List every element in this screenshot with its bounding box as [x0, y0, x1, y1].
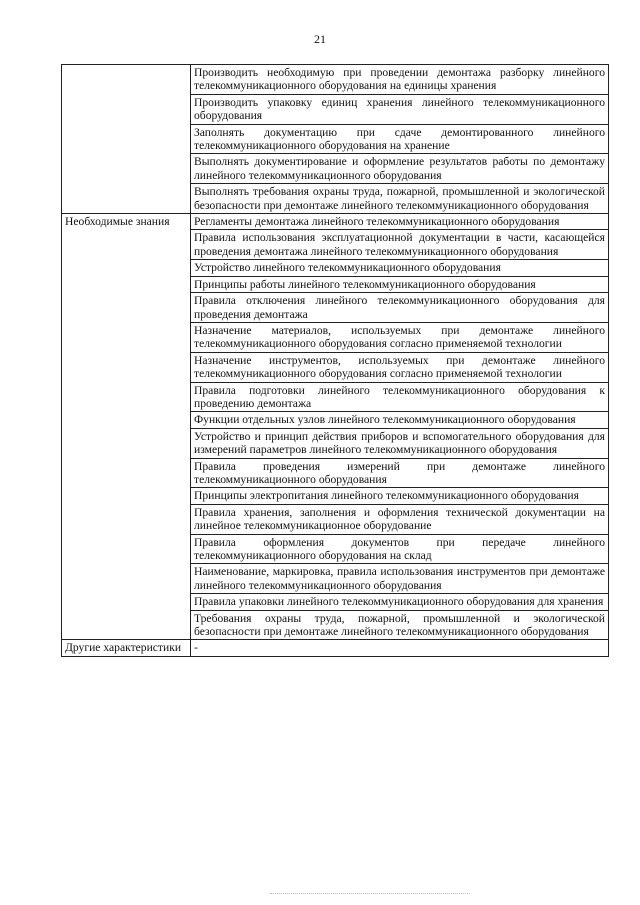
requirement-cell: Наименование, маркировка, правила использования инструментов при демонтаже линейного телекоммуникационного оборудования	[191, 564, 609, 594]
competency-table-body	[62, 65, 609, 657]
requirement-cell: Назначение материалов, используемых при демонтаже линейного телекоммуникационного оборудования согласно применяемой технологии	[191, 322, 609, 352]
requirement-cell: Регламенты демонтажа линейного телекоммуникационного оборудования	[191, 214, 609, 230]
requirement-cell: Выполнять документирование и оформление результатов работы по демонтажу линейного телекоммуникационного оборудования	[191, 154, 609, 184]
requirement-cell: Принципы электропитания линейного телекоммуникационного оборудования	[191, 488, 609, 504]
competency-table	[61, 64, 609, 657]
requirement-cell: Правила использования эксплуатационной документации в части, касающейся проведения демонтажа линейного телекоммуникационного оборудования	[191, 230, 609, 260]
requirement-cell: Правила отключения линейного телекоммуникационного оборудования для проведения демонтажа	[191, 293, 609, 323]
requirement-cell: Правила упаковки линейного телекоммуникационного оборудования для хранения	[191, 594, 609, 610]
page-number: 21	[314, 32, 326, 46]
requirement-cell: Заполнять документацию при сдаче демонтированного линейного телекоммуникационного оборудования на хранение	[191, 124, 609, 154]
requirement-cell: Назначение инструментов, используемых при демонтаже линейного телекоммуникационного оборудования согласно применяемой технологии	[191, 352, 609, 382]
requirement-cell: Функции отдельных узлов линейного телекоммуникационного оборудования	[191, 412, 609, 428]
requirement-cell: Правила подготовки линейного телекоммуникационного оборудования к проведению демонтажа	[191, 382, 609, 412]
requirement-cell: -	[191, 640, 609, 656]
requirement-cell: Правила хранения, заполнения и оформления технической документации на линейное телекоммуникационное оборудование	[191, 504, 609, 534]
section-label: Другие характеристики	[62, 640, 191, 656]
requirement-cell: Требования охраны труда, пожарной, промышленной и экологической безопасности при демонтаже линейного телекоммуникационного оборудования	[191, 610, 609, 640]
requirement-cell: Производить необходимую при проведении демонтажа разборку линейного телекоммуникационного оборудования на единицы хранения	[191, 65, 609, 95]
requirement-cell: Производить упаковку единиц хранения линейного телекоммуникационного оборудования	[191, 94, 609, 124]
requirement-cell: Устройство линейного телекоммуникационного оборудования	[191, 260, 609, 276]
section-label: Необходимые знания	[62, 214, 191, 640]
requirement-cell: Правила проведения измерений при демонтаже линейного телекоммуникационного оборудования	[191, 458, 609, 488]
table-row	[62, 214, 609, 230]
requirement-cell: Выполнять требования охраны труда, пожарной, промышленной и экологической безопасности при демонтаже линейного телекоммуникационного оборудования	[191, 184, 609, 214]
requirement-cell: Устройство и принцип действия приборов и вспомогательного оборудования для измерений параметров линейного телекоммуникационного оборудования	[191, 428, 609, 458]
table-row	[62, 65, 609, 95]
requirement-cell: Принципы работы линейного телекоммуникационного оборудования	[191, 276, 609, 292]
section-label	[62, 65, 191, 214]
scan-artifact	[270, 893, 470, 896]
requirement-cell: Правила оформления документов при передаче линейного телекоммуникационного оборудования на склад	[191, 534, 609, 564]
table-row	[62, 640, 609, 656]
